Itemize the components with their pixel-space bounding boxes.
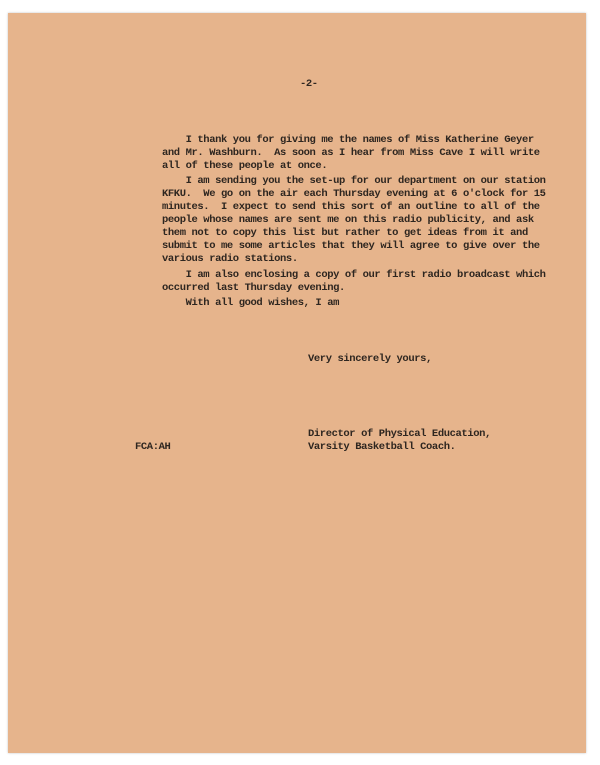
page-number: -2-	[300, 78, 318, 90]
paragraph-3: I am also enclosing a copy of our first radio broadcast which occurred last Thursday evening.	[162, 269, 546, 294]
letter-page	[8, 13, 586, 753]
reference-initials: FCA:AH	[135, 441, 171, 453]
signature-title: Director of Physical Education, Varsity Basketball Coach.	[308, 428, 491, 453]
paragraph-1: I thank you for giving me the names of Miss Katherine Geyer and Mr. Washburn. As soon as I hear from Miss Cave I will write all of these people at once.	[162, 134, 540, 172]
paragraph-2: I am sending you the set-up for our department on our station KFKU. We go on the air each Thursday evening at 6 o'clock for 15 minutes. I expect to send this sort of an outline to all of the people whose names are sent me on this radio publicity, and ask them not to copy this list but rather to get ideas from it and submit to me some articles that they will agree to give over the various radio stations.	[162, 175, 546, 265]
closing: Very sincerely yours,	[308, 353, 432, 365]
paragraph-4: With all good wishes, I am	[162, 297, 340, 309]
